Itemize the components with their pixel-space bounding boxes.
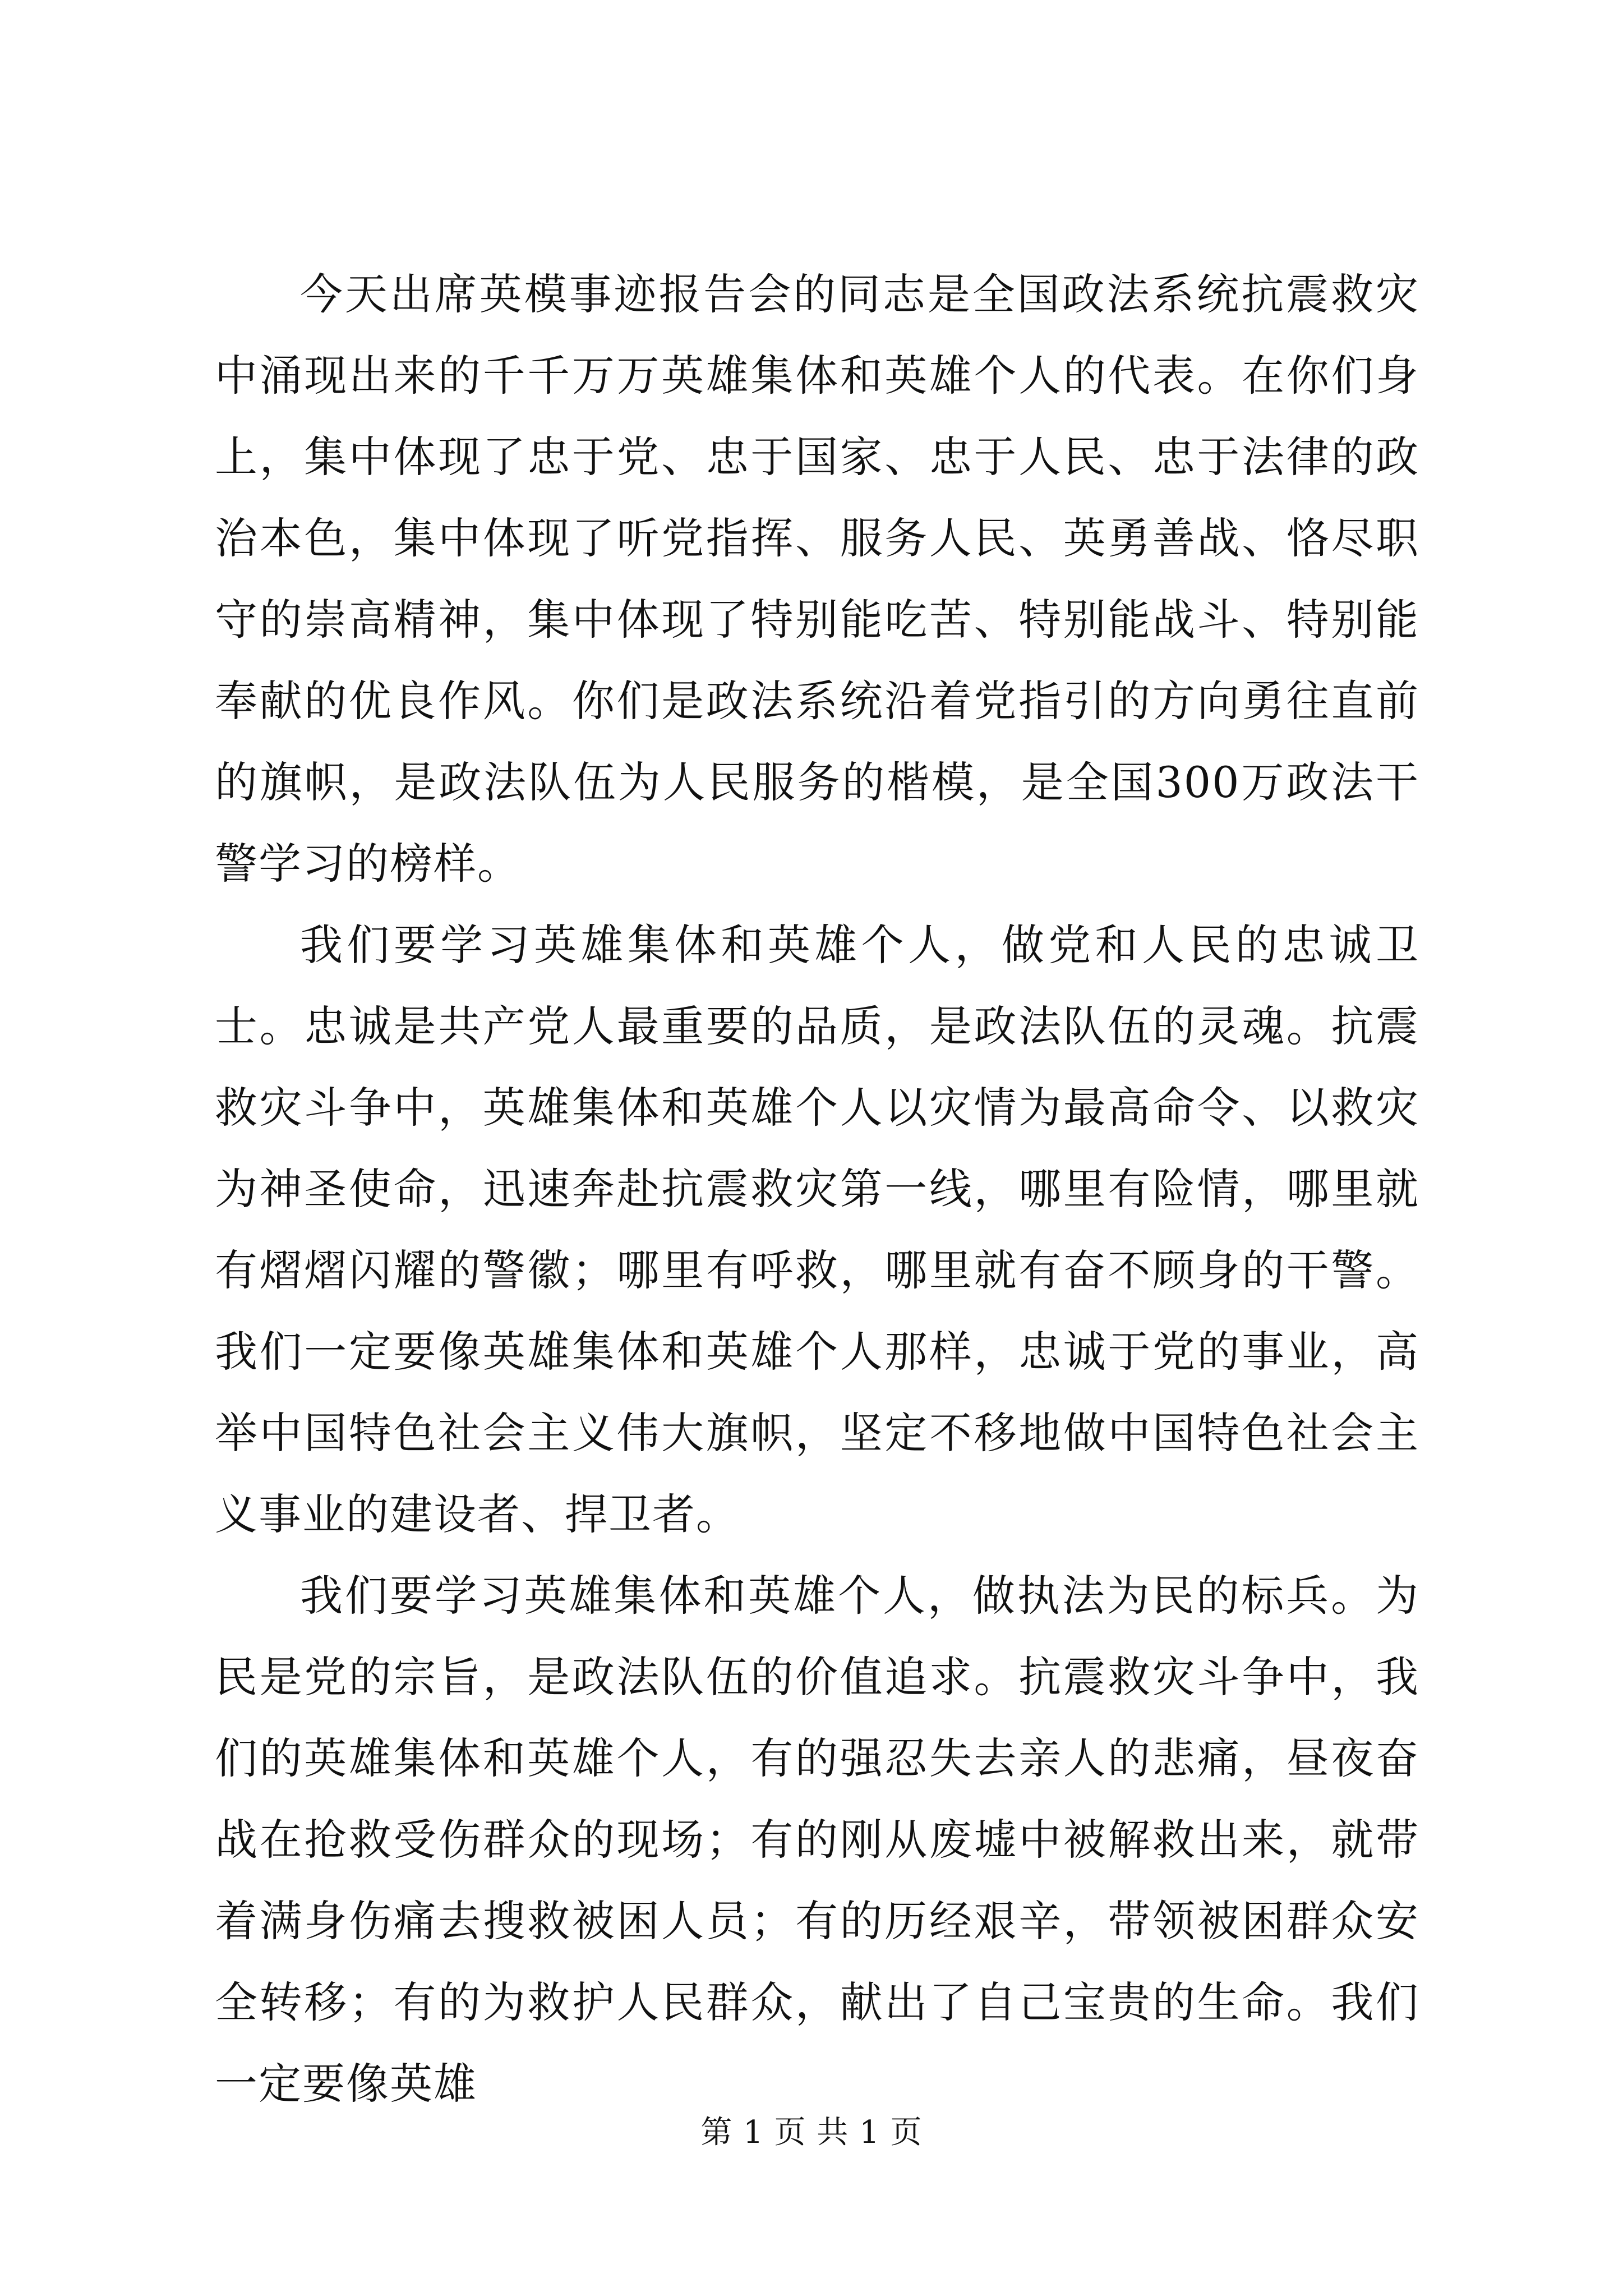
paragraph-2: 我们要学习英雄集体和英雄个人，做党和人民的忠诚卫士。忠诚是共产党人最重要的品质，是政法队伍的灵魂。抗震救灾斗争中，英雄集体和英雄个人以灾情为最高命令、以救灾为神圣使命，迅速奔赴抗震救灾第一线，哪里有险情，哪里就有熠熠闪耀的警徽；哪里有呼救，哪里就有奋不顾身的干警。我们一定要像英雄集体和英雄个人那样，忠诚于党的事业，高举中国特色社会主义伟大旗帜，坚定不移地做中国特色社会主义事业的建设者、捍卫者。 — [215, 920, 1419, 1539]
page-footer: 第 1 页 共 1 页 — [700, 2114, 923, 2151]
paragraph-1: 今天出席英模事迹报告会的同志是全国政法系统抗震救灾中涌现出来的千千万万英雄集体和英雄个人的代表。在你们身上，集中体现了忠于党、忠于国家、忠于人民、忠于法律的政治本色，集中体现了听党指挥、服务人民、英勇善战、恪尽职守的崇高精神，集中体现了特别能吃苦、特别能战斗、特别能奉献的优良作风。你们是政法系统沿着党指引的方向勇往直前的旗帜，是政法队伍为人民服务的楷模，是全国300万政法干警学习的榜样。 — [215, 269, 1419, 889]
document-body — [215, 254, 1419, 2124]
paragraph-3: 我们要学习英雄集体和英雄个人，做执法为民的标兵。为民是党的宗旨，是政法队伍的价值追求。抗震救灾斗争中，我们的英雄集体和英雄个人，有的强忍失去亲人的悲痛，昼夜奋战在抢救受伤群众的现场；有的刚从废墟中被解救出来，就带着满身伤痛去搜救被困人员；有的历经艰辛，带领被困群众安全转移；有的为救护人民群众，献出了自己宝贵的生命。我们一定要像英雄 — [215, 1571, 1419, 2109]
